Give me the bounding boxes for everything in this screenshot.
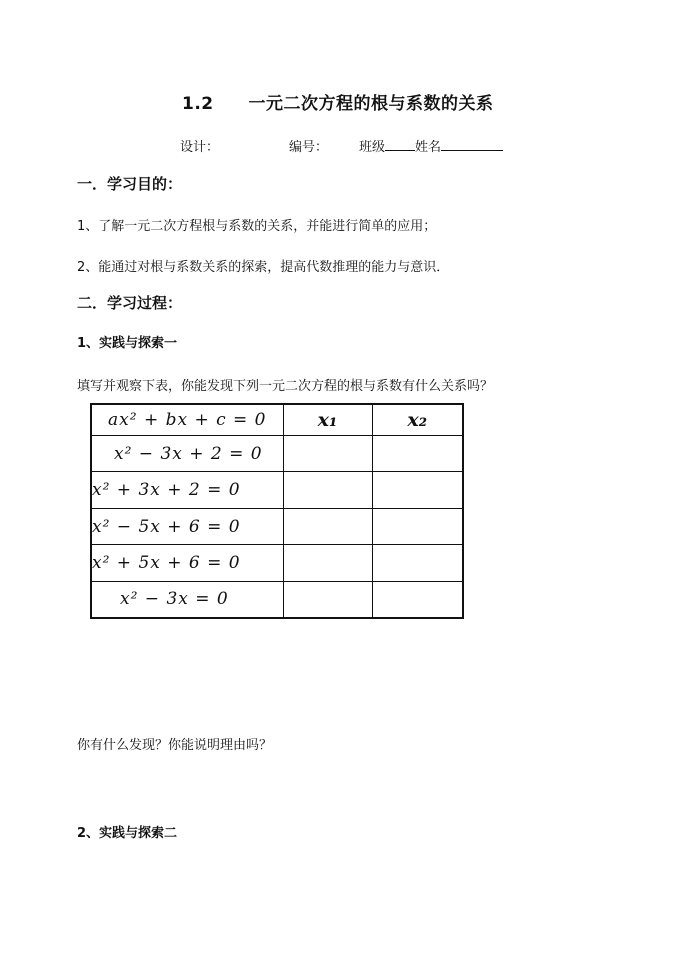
table-row [91,435,463,472]
table-row [91,581,463,618]
discovery-question: 你有什么发现？你能说明理由吗？ [77,738,273,753]
table-intro: 填写并观察下表，你能发现下列一元二次方程的根与系数有什么关系吗？ [77,379,494,394]
x1-answer-cell[interactable] [283,545,372,582]
equation-cell: x² − 3x + 2 = 0 [91,435,283,472]
header-general-equation: ax² + bx + c = 0 [91,404,283,435]
design-label: 设计： [180,140,220,155]
page-title [182,89,493,114]
x1-answer-cell[interactable] [283,581,372,618]
roots-table [90,403,464,619]
section-1-heading: 一．学习目的： [77,175,183,193]
lesson-number: 1.2 [182,94,214,114]
equation-cell: x² − 3x = 0 [91,581,283,618]
class-blank[interactable] [385,137,415,151]
table-row [91,472,463,509]
objective-item-1: 1、了解一元二次方程根与系数的关系，并能进行简单的应用； [77,219,437,234]
part-2-heading: 2、实践与探索二 [77,826,178,841]
x2-answer-cell[interactable] [372,435,463,472]
equation-cell: x² − 5x + 6 = 0 [91,508,283,545]
name-blank[interactable] [441,137,503,151]
table-row [91,545,463,582]
x2-answer-cell[interactable] [372,545,463,582]
x1-answer-cell[interactable] [283,435,372,472]
table-header-row [91,404,463,435]
x2-answer-cell[interactable] [372,472,463,509]
equation-cell: x² + 3x + 2 = 0 [91,472,283,509]
header-x2: x₂ [372,404,463,435]
header-x1: x₁ [283,404,372,435]
x1-answer-cell[interactable] [283,508,372,545]
part-1-heading: 1、实践与探索一 [77,336,178,351]
lesson-title: 一元二次方程的根与系数的关系 [248,94,494,114]
class-name-line [359,136,503,155]
name-label: 姓名 [415,140,442,155]
x1-answer-cell[interactable] [283,472,372,509]
equation-cell: x² + 5x + 6 = 0 [91,545,283,582]
table-row [91,508,463,545]
objective-item-2: 2、能通过对根与系数关系的探索，提高代数推理的能力与意识． [77,260,450,275]
x2-answer-cell[interactable] [372,581,463,618]
code-label: 编号： [289,140,329,155]
class-label: 班级 [359,140,386,155]
section-2-heading: 二．学习过程： [77,294,183,312]
x2-answer-cell[interactable] [372,508,463,545]
